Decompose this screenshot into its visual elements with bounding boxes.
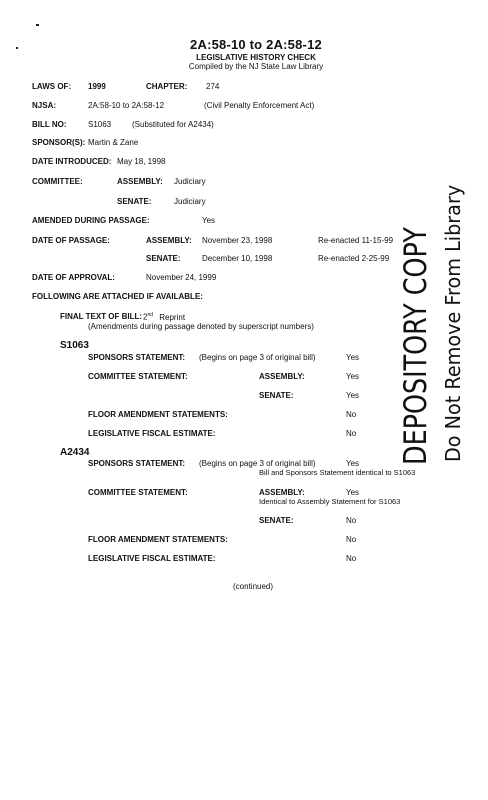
passage-label: DATE OF PASSAGE:: [32, 236, 110, 245]
njsa-value: 2A:58-10 to 2A:58-12: [88, 101, 165, 110]
a2434-assembly-label: ASSEMBLY:: [259, 488, 305, 497]
bill-no-value: S1063: [88, 120, 112, 129]
s1063-fiscal-value: No: [346, 429, 357, 438]
s1063-assembly-label: ASSEMBLY:: [259, 372, 305, 381]
s1063-fiscal-label: LEGISLATIVE FISCAL ESTIMATE:: [88, 429, 216, 438]
document-title: 2A:58-10 to 2A:58-12: [190, 37, 322, 52]
passage-senate-note: Re-enacted 2-25-99: [318, 254, 390, 263]
laws-of-label: LAWS OF:: [32, 82, 72, 91]
a2434-senate-label: SENATE:: [259, 516, 294, 525]
a2434-floor-label: FLOOR AMENDMENT STATEMENTS:: [88, 535, 228, 544]
s1063-floor-label: FLOOR AMENDMENT STATEMENTS:: [88, 410, 228, 419]
final-text-note: (Amendments during passage denoted by superscript numbers): [88, 322, 314, 331]
depository-copy-stamp: DEPOSITORY COPY: [398, 227, 434, 465]
final-text-reprint: Reprint: [159, 312, 186, 322]
final-text-number: 2: [143, 312, 148, 322]
following-label: FOLLOWING ARE ATTACHED IF AVAILABLE:: [32, 292, 203, 301]
a2434-sponsors-sub: Bill and Sponsors Statement identical to S1063: [259, 468, 416, 477]
s1063-assembly-value: Yes: [346, 372, 360, 381]
sponsors-value: Martin & Zane: [88, 138, 139, 147]
amended-label: AMENDED DURING PASSAGE:: [32, 216, 150, 225]
committee-assembly-value: Judiciary: [174, 177, 206, 186]
s1063-senate-label: SENATE:: [259, 391, 294, 400]
njsa-note: (Civil Penalty Enforcement Act): [204, 101, 315, 110]
bill-no-label: BILL NO:: [32, 120, 67, 129]
approval-value: November 24, 1999: [146, 273, 217, 282]
a2434-fiscal-value: No: [346, 554, 357, 563]
njsa-label: NJSA:: [32, 101, 57, 110]
amended-value: Yes: [202, 216, 216, 225]
document-subtitle: LEGISLATIVE HISTORY CHECK: [196, 53, 316, 62]
a2434-floor-value: No: [346, 535, 357, 544]
laws-of-value: 1999: [88, 82, 106, 91]
scan-mark: [36, 24, 39, 26]
s1063-committee-label: COMMITTEE STATEMENT:: [88, 372, 188, 381]
a2434-sponsors-note: (Begins on page 3 of original bill): [199, 459, 316, 468]
a2434-fiscal-label: LEGISLATIVE FISCAL ESTIMATE:: [88, 554, 216, 563]
committee-senate-label: SENATE:: [117, 197, 152, 206]
do-not-remove-stamp: Do Not Remove From Library: [441, 184, 465, 463]
s1063-heading: S1063: [60, 340, 89, 351]
final-text-value: [143, 312, 185, 322]
s1063-sponsors-note: (Begins on page 3 of original bill): [199, 353, 316, 362]
date-introduced-value: May 18, 1998: [117, 157, 166, 166]
committee-label: COMMITTEE:: [32, 177, 83, 186]
compiled-by: Compiled by the NJ State Law Library: [188, 62, 324, 71]
s1063-floor-value: No: [346, 410, 357, 419]
a2434-assembly-value: Yes: [346, 488, 360, 497]
passage-senate-label: SENATE:: [146, 254, 181, 263]
final-text-ordinal: nd: [147, 312, 154, 318]
s1063-senate-value: Yes: [346, 391, 360, 400]
chapter-label: CHAPTER:: [146, 82, 188, 91]
date-introduced-label: DATE INTRODUCED:: [32, 157, 112, 166]
a2434-senate-value: No: [346, 516, 357, 525]
a2434-assembly-sub: Identical to Assembly Statement for S1063: [259, 497, 401, 506]
s1063-sponsors-label: SPONSORS STATEMENT:: [88, 353, 186, 362]
sponsors-label: SPONSOR(S):: [32, 138, 86, 147]
s1063-sponsors-value: Yes: [346, 353, 360, 362]
a2434-heading: A2434: [60, 447, 90, 458]
passage-assembly-value: November 23, 1998: [202, 236, 273, 245]
a2434-sponsors-value: Yes: [346, 459, 360, 468]
a2434-committee-label: COMMITTEE STATEMENT:: [88, 488, 188, 497]
final-text-label: FINAL TEXT OF BILL:: [60, 312, 143, 321]
committee-assembly-label: ASSEMBLY:: [117, 177, 163, 186]
approval-label: DATE OF APPROVAL:: [32, 273, 115, 282]
passage-assembly-note: Re-enacted 11-15-99: [318, 236, 394, 245]
passage-assembly-label: ASSEMBLY:: [146, 236, 192, 245]
a2434-sponsors-label: SPONSORS STATEMENT:: [88, 459, 186, 468]
bill-no-note: (Substituted for A2434): [132, 120, 214, 129]
chapter-value: 274: [206, 82, 220, 91]
passage-senate-value: December 10, 1998: [202, 254, 273, 263]
continued-note: (continued): [233, 582, 274, 591]
committee-senate-value: Judiciary: [174, 197, 206, 206]
